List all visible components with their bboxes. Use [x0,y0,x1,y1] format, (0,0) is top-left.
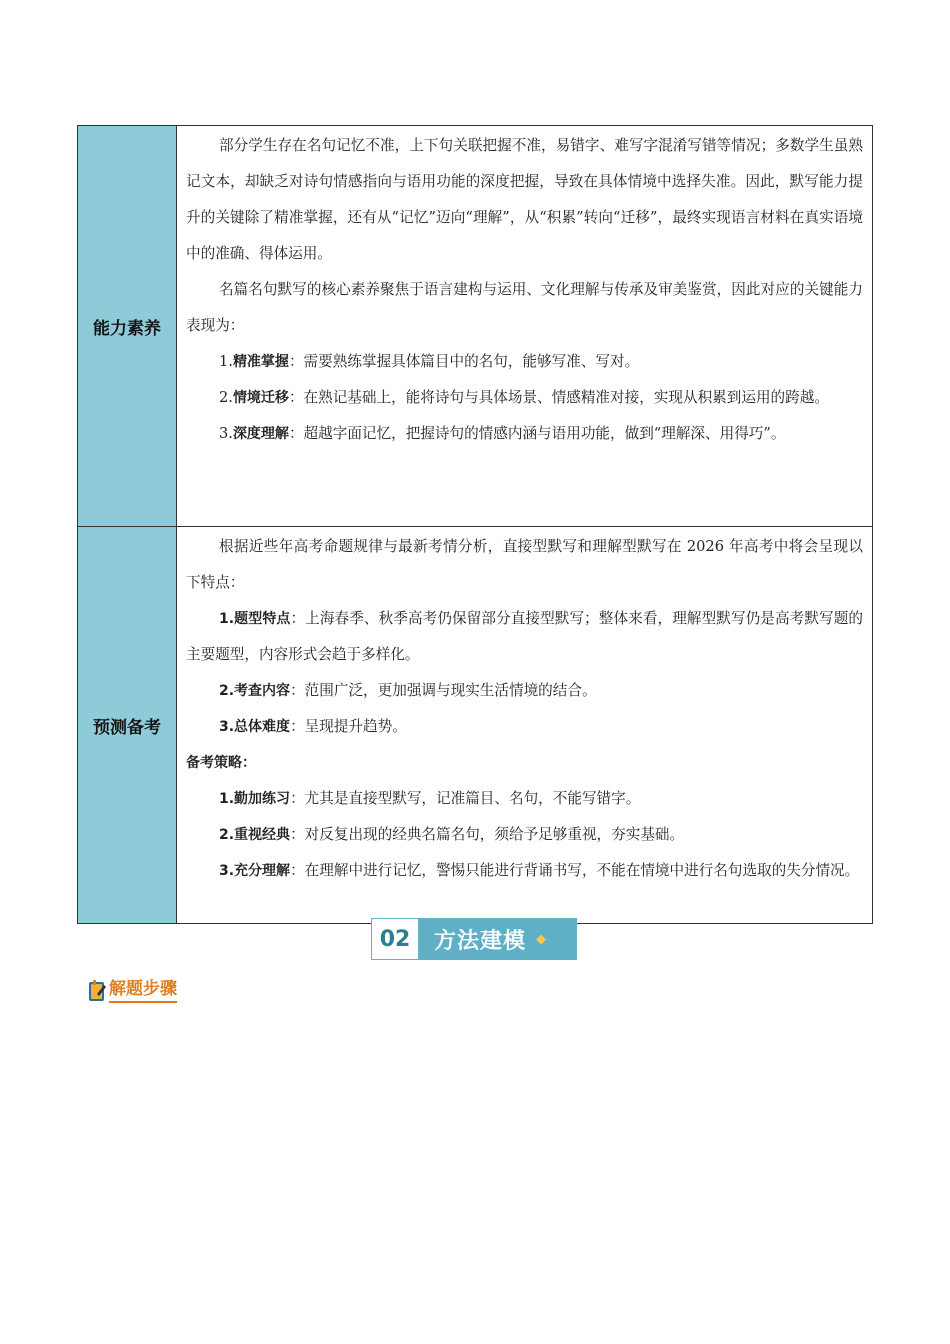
row-label: 能力素养 [78,126,177,527]
section-title-text: 方法建模 [434,928,527,954]
item-heading: 1.勤加练习 [219,791,291,807]
item-heading: 情境迁移 [232,390,289,406]
row-content [177,126,873,527]
list-item [186,601,863,673]
summary-table [77,125,873,924]
item-heading: 3.充分理解 [219,863,291,879]
item-heading: 2.考查内容 [219,683,291,699]
item-heading: 2.重视经典 [219,827,291,843]
list-item [186,709,863,745]
item-heading: 精准掌握 [232,354,289,370]
list-item [186,416,863,452]
paragraph-text: 根据近些年高考命题规律与最新考情分析，直接型默写和理解型默写在 2026 年高考中将会呈现以下特点： [186,538,863,591]
steps-header [88,978,177,1003]
table-row [78,126,873,527]
paragraph-text: 部分学生存在名句记忆不准，上下句关联把握不准，易错字、难写字混淆写错等情况；多数学生虽熟记文本，却缺乏对诗句情感指向与语用功能的深度把握，导致在具体情境中选择失准。因此，默写能力提升的关键除了精准掌握，还有从“记忆”迈向“理解”，从“积累”转向“迁移”，最终实现语言材料在真实语境中的准确、得体运用。 [186,137,863,262]
item-text: ：在熟记基础上，能将诗句与具体场景、情感精准对接，实现从积累到运用的跨越。 [288,389,829,406]
row-label: 预测备考 [78,527,177,924]
item-heading: 备考策略： [186,755,256,771]
item-heading: 3.总体难度 [219,719,291,735]
item-heading: 深度理解 [232,426,289,442]
list-item [186,853,863,889]
item-text: ：呈现提升趋势。 [290,718,407,735]
notebook-icon [88,979,108,1003]
section-title [420,919,576,959]
item-text: ：范围广泛，更加强调与现实生活情境的结合。 [290,682,597,699]
item-text: ：超越字面记忆，把握诗句的情感内涵与语用功能，做到“理解深、用得巧”。 [288,425,786,442]
item-text: ：上海春季、秋季高考仍保留部分直接型默写；整体来看，理解型默写仍是高考默写题的主要题型，内容形式会趋于多样化。 [186,610,863,663]
item-text: ：在理解中进行记忆，警惕只能进行背诵书写，不能在情境中进行名句选取的失分情况。 [290,862,860,879]
strategy-heading [186,745,863,781]
item-text: ：需要熟练掌握具体篇目中的名句，能够写准、写对。 [288,353,640,370]
diamond-icon: ◆ [536,931,548,947]
table-row [78,527,873,924]
paragraph-text: 名篇名句默写的核心素养聚焦于语言建构与运用、文化理解与传承及审美鉴赏，因此对应的关键能力表现为： [186,281,863,334]
item-heading: 1.题型特点 [219,611,291,627]
item-text: ：对反复出现的经典名篇名句，须给予足够重视，夯实基础。 [290,826,685,843]
item-text: ：尤其是直接型默写，记准篇目、名句，不能写错字。 [290,790,641,807]
list-item [186,781,863,817]
paragraph [186,128,863,272]
section-banner [371,918,577,960]
paragraph [186,272,863,344]
row-content [177,527,873,924]
item-number: 3. [219,425,233,442]
list-item [186,673,863,709]
list-item [186,380,863,416]
paragraph [186,529,863,601]
list-item [186,817,863,853]
list-item [186,344,863,380]
section-number: 02 [372,919,420,959]
item-number: 2. [219,389,233,406]
steps-label: 解题步骤 [109,978,177,1003]
item-number: 1. [219,353,233,370]
